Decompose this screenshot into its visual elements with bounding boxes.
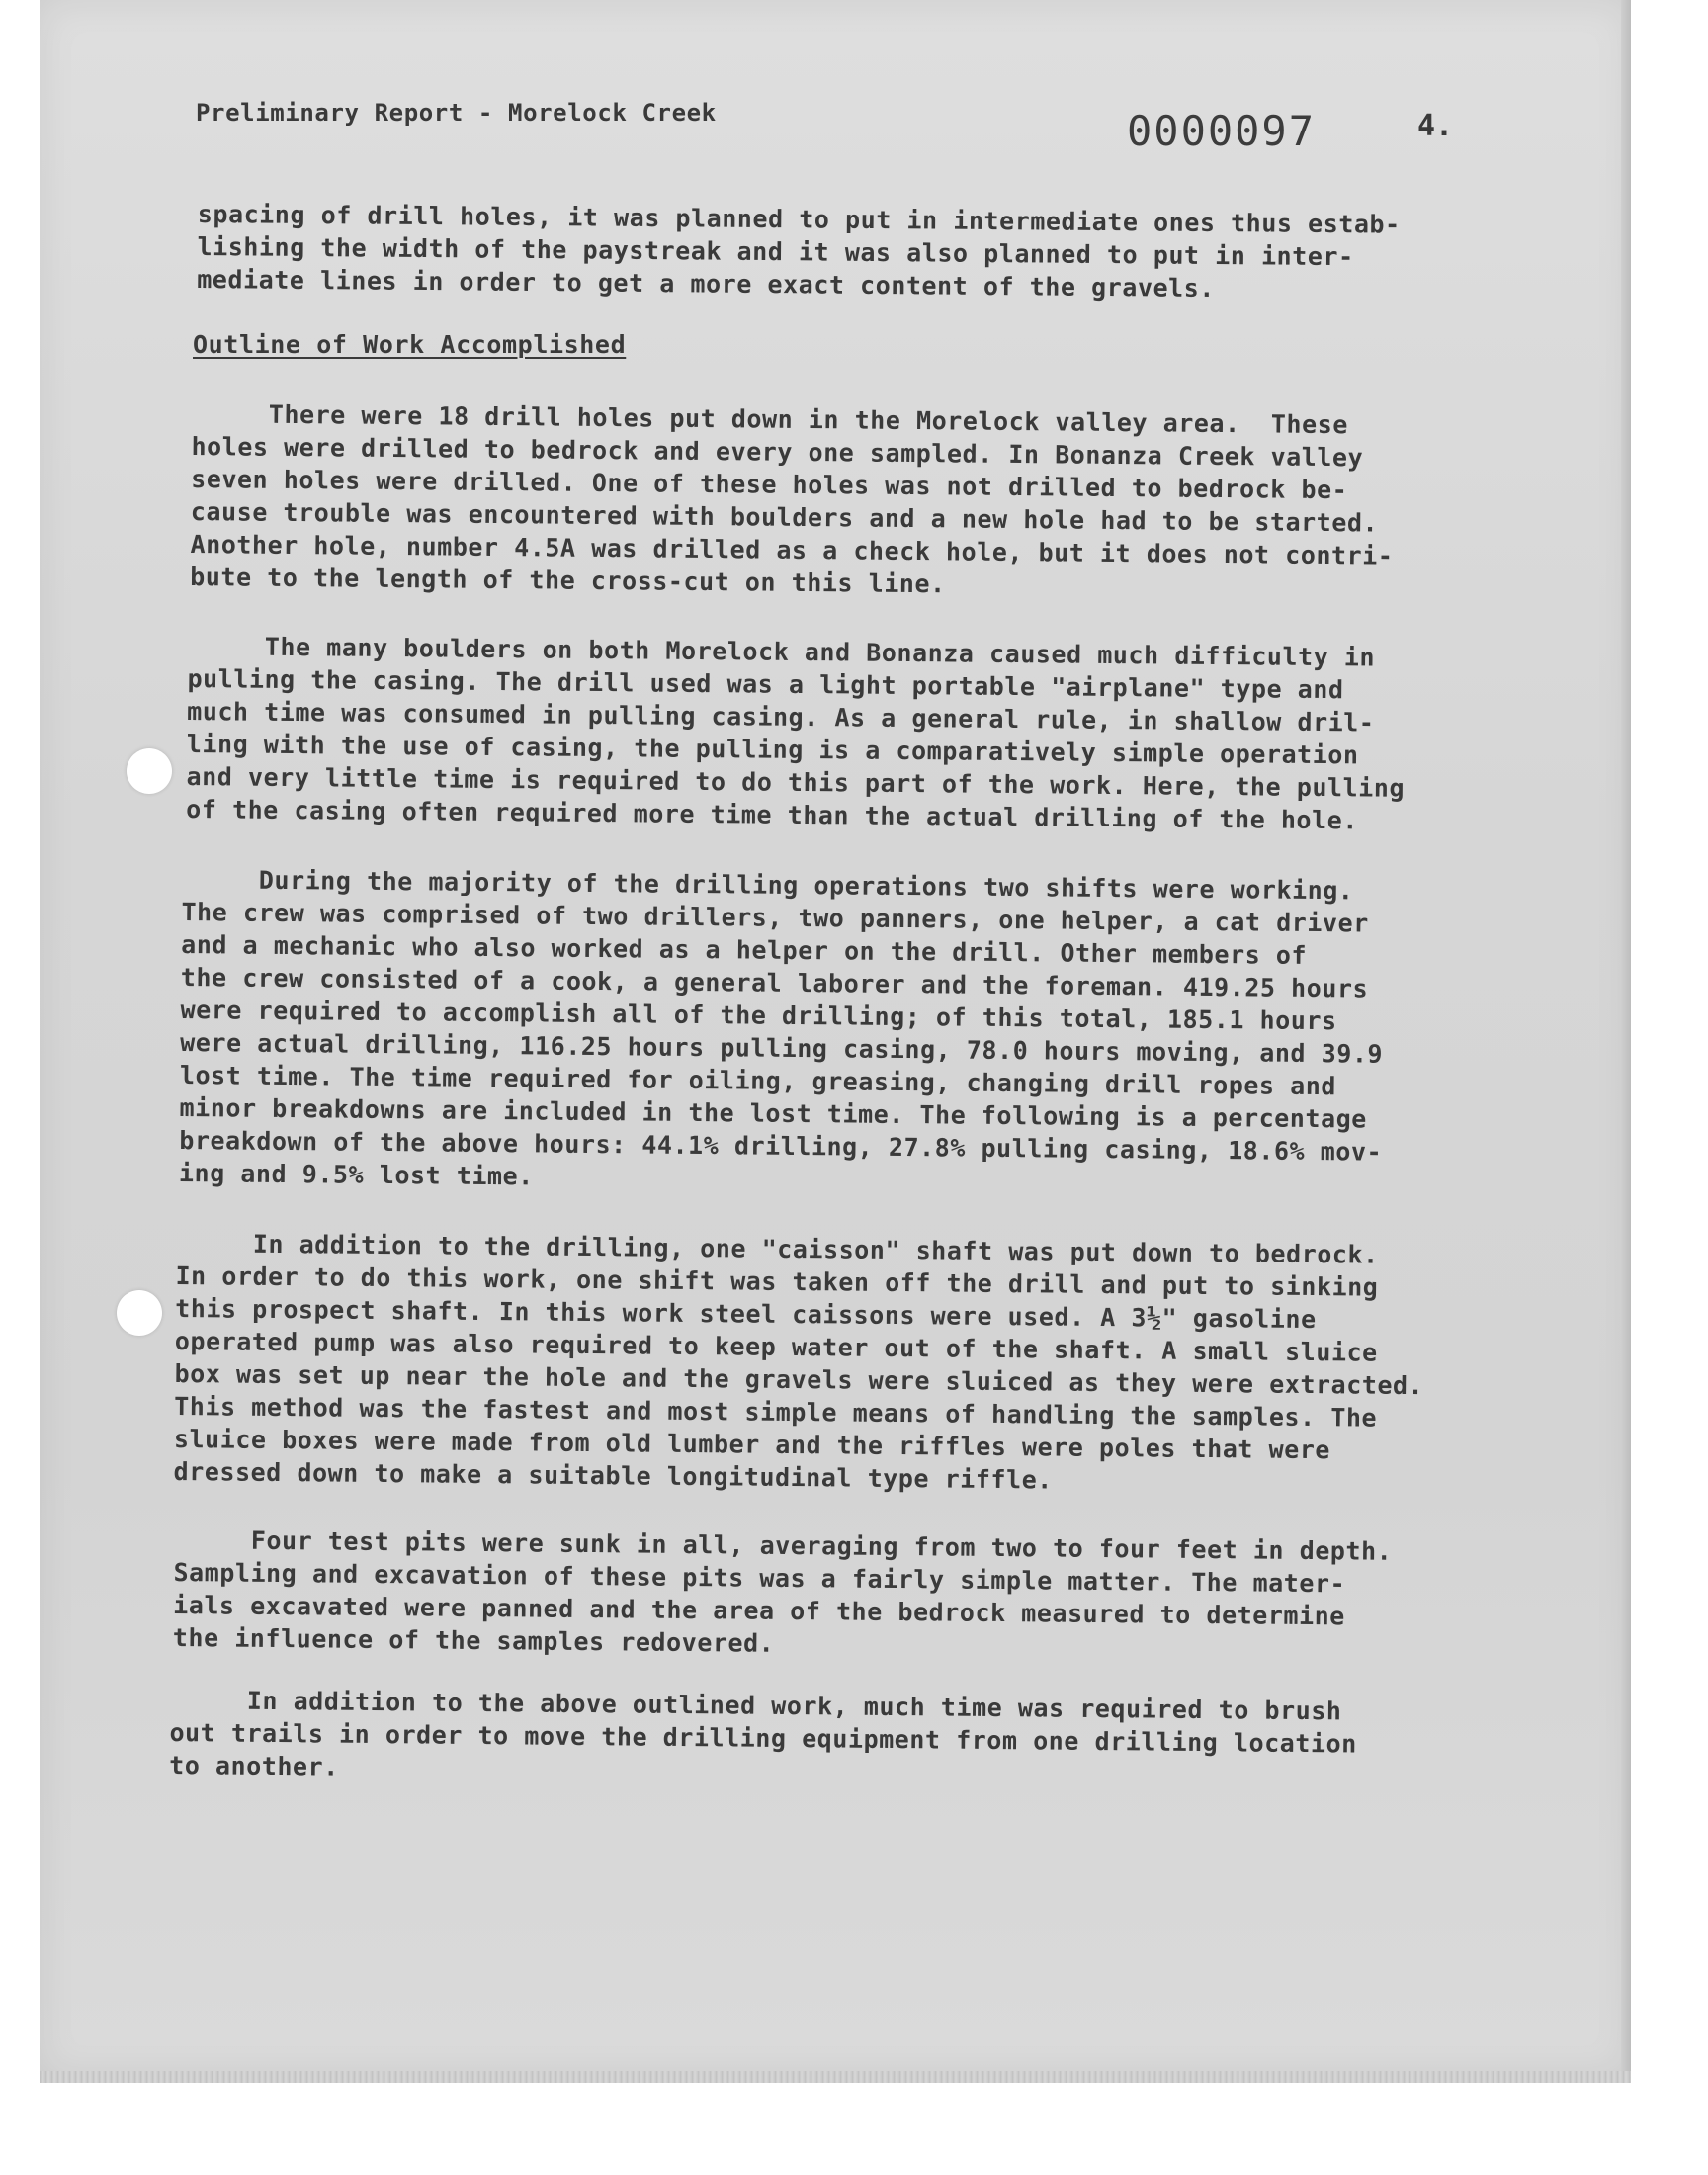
section-heading: Outline of Work Accomplished xyxy=(193,330,627,359)
text-line: breakdown of the above hours: 44.1% drilling, 27.8% pulling casing, 18.6% mov- xyxy=(179,1125,1383,1167)
paragraph-boulders xyxy=(186,630,1406,837)
text-line: much time was consumed in pulling casing. As a general rule, in shallow dril- xyxy=(187,696,1375,738)
text-line: In addition to the drilling, one "caisson" shaft was put down to bedrock. xyxy=(175,1228,1379,1269)
text-line: bute to the length of the cross-cut on this line. xyxy=(190,562,946,599)
paragraph-trails xyxy=(169,1684,1357,1793)
text-line: mediate lines in order to get a more exact content of the gravels. xyxy=(197,264,1216,303)
text-line: the influence of the samples redovered. xyxy=(172,1622,775,1658)
page-header-title: Preliminary Report - Morelock Creek xyxy=(196,99,717,127)
text-line: The crew was comprised of two drillers, two panners, one helper, a cat driver xyxy=(181,897,1369,938)
text-line: dressed down to make a suitable longitudinal type riffle. xyxy=(173,1456,1054,1495)
text-line: sluice boxes were made from old lumber and the riffles were poles that were xyxy=(173,1424,1331,1465)
text-line: In addition to the above outlined work, much time was required to brush xyxy=(169,1685,1342,1726)
text-line: the crew consisted of a cook, a general laborer and the foreman. 419.25 hours xyxy=(180,962,1369,1003)
text-line: minor breakdowns are included in the lost time. The following is a percentage xyxy=(179,1092,1368,1134)
text-line: were actual drilling, 116.25 hours pulling casing, 78.0 hours moving, and 39.9 xyxy=(180,1027,1384,1069)
paragraph-caisson-shaft xyxy=(173,1227,1424,1500)
text-line: this prospect shaft. In this work steel caissons were used. A 3½" gasoline xyxy=(175,1293,1317,1335)
paragraph-crew-hours xyxy=(179,863,1385,1201)
intro-paragraph xyxy=(197,198,1401,306)
punch-hole-upper xyxy=(127,748,172,794)
text-line: In order to do this work, one shift was taken off the drill and put to sinking xyxy=(175,1261,1379,1302)
scan-bottom-strip xyxy=(40,2071,1631,2083)
text-line: seven holes were drilled. One of these holes was not drilled to bedrock be- xyxy=(191,464,1348,505)
text-line: out trails in order to move the drilling equipment from one drilling location xyxy=(169,1717,1357,1759)
text-line: operated pump was also required to keep water out of the shaft. A small sluice xyxy=(174,1326,1378,1367)
text-line: of the casing often required more time than the actual drilling of the hole. xyxy=(186,794,1359,835)
text-line: The many boulders on both Morelock and Bonanza caused much difficulty in xyxy=(187,631,1376,672)
text-line: There were 18 drill holes put down in the Morelock valley area. These xyxy=(191,398,1349,440)
text-line: This method was the fastest and most simple means of handling the samples. The xyxy=(174,1391,1378,1433)
text-line: ials excavated were panned and the area of the bedrock measured to determine xyxy=(173,1590,1345,1631)
text-line: cause trouble was encountered with boulders and a new hole had to be started. xyxy=(190,496,1379,538)
text-line: ing and 9.5% lost time. xyxy=(178,1158,534,1191)
paragraph-drill-holes xyxy=(190,397,1395,605)
text-line: ling with the use of casing, the pulling is a comparatively simple operation xyxy=(186,729,1359,770)
punch-hole-lower xyxy=(117,1290,162,1336)
text-line: lost time. The time required for oiling, greasing, changing drill ropes and xyxy=(179,1060,1337,1101)
text-line: spacing of drill holes, it was planned to put in intermediate ones thus estab- xyxy=(197,199,1401,239)
paragraph-test-pits xyxy=(173,1523,1393,1666)
text-line: Four test pits were sunk in all, averaging from two to four feet in depth. xyxy=(173,1524,1393,1566)
text-line: holes were drilled to bedrock and every one sampled. In Bonanza Creek valley xyxy=(191,431,1364,473)
text-line: box was set up near the hole and the gravels were sluiced as they were extracted. xyxy=(174,1358,1424,1401)
text-line: pulling the casing. The drill used was a light portable "airplane" type and xyxy=(187,663,1344,705)
text-line: were required to accomplish all of the drilling; of this total, 185.1 hours xyxy=(180,995,1337,1036)
document-number-stamp: 0000097 xyxy=(1127,107,1317,155)
text-line: Another hole, number 4.5A was drilled as a check hole, but it does not contri- xyxy=(190,529,1394,570)
page-number: 4. xyxy=(1417,109,1454,143)
text-line: Sampling and excavation of these pits was a fairly simple matter. The mater- xyxy=(173,1557,1346,1599)
text-line: During the majority of the drilling operations two shifts were working. xyxy=(181,864,1354,906)
text-line: and a mechanic who also worked as a helper on the drill. Other members of xyxy=(181,929,1308,970)
paper-edge xyxy=(1621,0,1631,2078)
text-line: lishing the width of the paystreak and it was also planned to put in inter- xyxy=(197,231,1354,272)
text-line: to another. xyxy=(169,1750,339,1782)
text-line: and very little time is required to do this part of the work. Here, the pulling xyxy=(186,761,1406,803)
